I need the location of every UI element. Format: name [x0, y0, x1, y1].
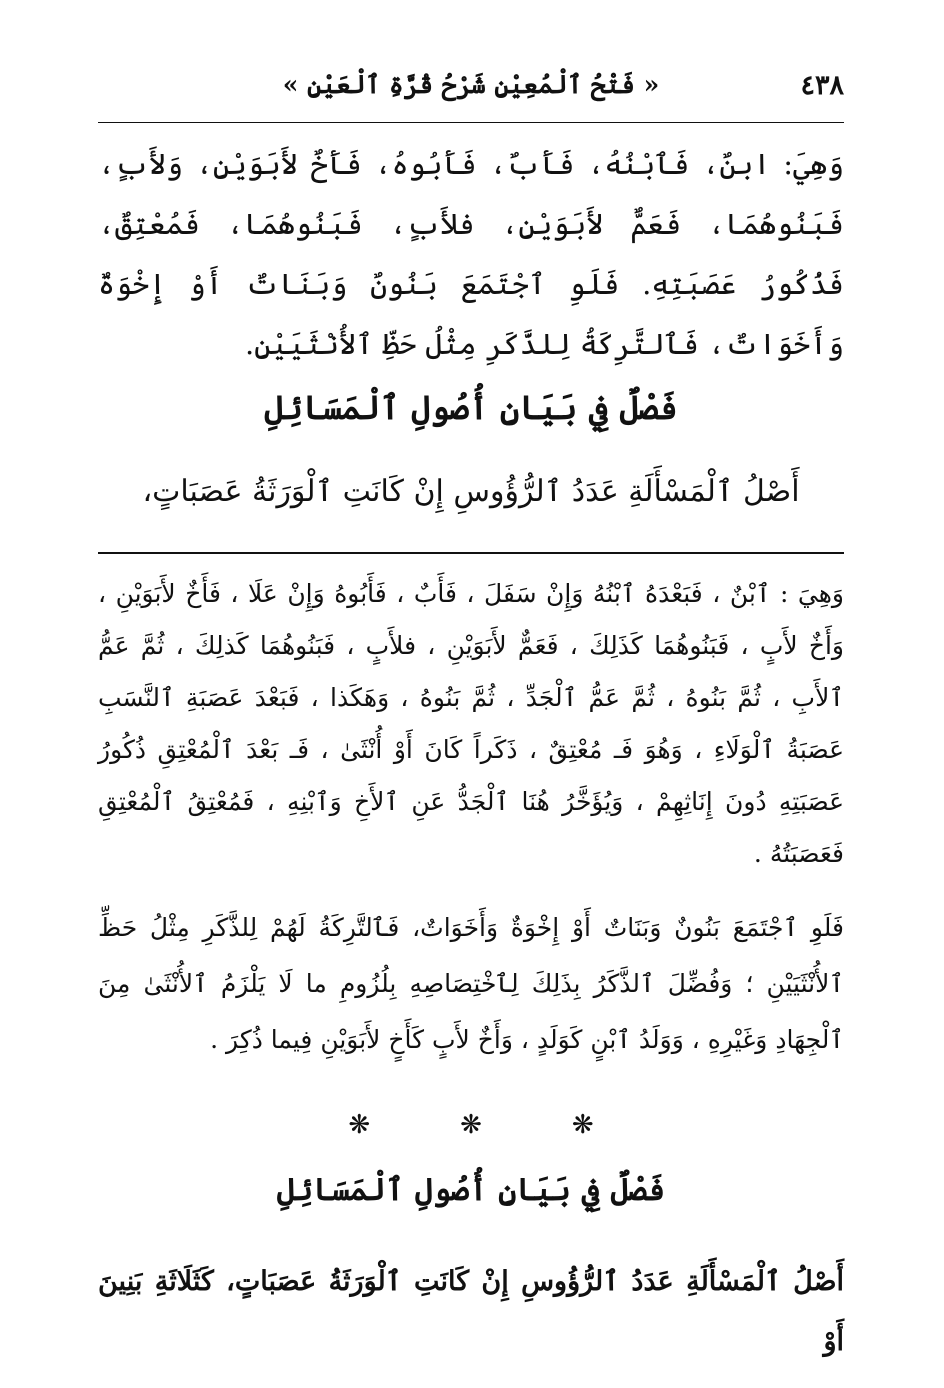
star-ornament-icon: ❋ — [348, 1110, 371, 1140]
section-separator — [98, 1110, 844, 1140]
star-ornament-icon: ❋ — [571, 1110, 594, 1140]
running-title: « فَتْحُ ٱلْمُعِيْنِ شَرْحُ قُرَّةِ ٱلْعَيْنِ » — [282, 70, 660, 99]
matn-section-text: أَصْلُ ٱلْمَسْأَلَةِ عَدَدُ ٱلرُّؤُوسِ إِنْ كَانَتِ ٱلْوَرَثَةُ عَصَبَاتٍ، — [142, 474, 800, 509]
header-rule — [98, 122, 844, 123]
matn-paragraph: وَهِيَ: ابنٌ، فَٱبْنُهُ، فَأَبٌ، فَأَبُوهُ، فَأَخٌ لأَبَوَيْنِ، وَلأَبٍ، فَبَنُوهُمَا، فَعَمٌّ لأَبَوَيْنِ، فلأَبٍ، فَبَنُوهُمَا، فَمُعْتِقٌ، فَذُكُورُ عَصَبَتِهِ. فَلَوِ ٱجْتَمَعَ بَنُونٌ وَبَنَاتٌ أَوْ إِخْوَةٌ وَأَخَوَاتٌ، فَٱلتَّرِكَةُ لِلذَّكَرِ مِثْلُ حَظِّ ٱلأُنْثَيَيْنِ. — [98, 147, 844, 361]
star-ornament-icon: ❋ — [460, 1110, 482, 1140]
commentary-paragraph-1: وَهِيَ : ٱبْنٌ ، فَبَعْدَهُ ٱبْنُهُ وَإِنْ سَفَلَ ، فَأَبٌ ، فَأَبُوهُ وَإِنْ عَلَا ، فَأَخٌ لأَبَوَيْنِ ، وَأَخٌ لأَبٍ ، فَبَنُوهُمَا كَذَلِكَ ، فَعَمٌّ لأَبَوَيْنِ ، فلأَبٍ ، فَبَنُوهُمَا كَذلِكَ ، ثُمَّ عَمُّ ٱلأَبِ ، ثُمَّ بَنُوهُ ، ثُمَّ عَمُّ ٱلْجَدِّ ، ثُمَّ بَنُوهُ ، وَهَكَذا ، فَبَعْدَ عَصَبَةِ ٱلنَّسَبِ عَصَبَةُ ٱلْوَلَاءِ ، وَهُوَ فَـ مُعْتِقٌ ، ذَكَراً كَانَ أَوْ أُنْثَىٰ ، فَـ بَعْدَ ٱلْمُعْتِقِ ذُكُورُ عَصَبَتِهِ دُونَ إِنَاثِهِمْ ، وَيُؤَخَّرُ هُنَا ٱلْجَدُّ عَنِ ٱلأَخِ وَٱبْنِهِ ، فَمُعْتِقُ ٱلْمُعْتِقِ فَعَصَبَتُهُ . — [98, 579, 844, 868]
running-header — [98, 66, 844, 112]
commentary-divider — [98, 552, 844, 554]
section-heading-commentary: فَصْلٌ فِي بَيَانِ أُصُولِ ٱلْمَسَائِلِ — [276, 1172, 666, 1208]
commentary-paragraph-2: فَلَوِ ٱجْتَمَعَ بَنُونٌ وَبَنَاتٌ أَوْ إِخْوَةٌ وَأَخَوَاتٌ، فَٱلتَّرِكَةُ لَهُمْ لِلذَّكَرِ مِثْلُ حَظِّ ٱلأُنْثَيَيْنِ ؛ وَفُضِّلَ ٱلذَّكَرُ بِذَلِكَ لِٱخْتِصَاصِهِ بِلُزُومِ ما لَا يَلْزَمُ ٱلأُنْثَىٰ مِنَ ٱلْجِهَادِ وَغَيْرِهِ ، وَوَلَدُ ٱبْنٍ كَوَلَدٍ ، وَأَخٌ لأَبٍ كَأَخٍ لأَبَوَيْنِ فِيما ذُكِرَ . — [98, 913, 844, 1054]
page-number: ٤٣٨ — [800, 70, 844, 101]
commentary-section-text: أَصْلُ ٱلْمَسْأَلَةِ عَدَدُ ٱلرُّؤُوسِ إِنْ كَانَتِ ٱلْوَرَثَةُ عَصَبَاتٍ، كَثَلَاثَةِ بَنِينَ أَوْ — [98, 1266, 844, 1357]
section-heading: فَصْلٌ فِي بَيَانِ أُصُولِ ٱلْمَسَائِلِ — [264, 388, 678, 427]
